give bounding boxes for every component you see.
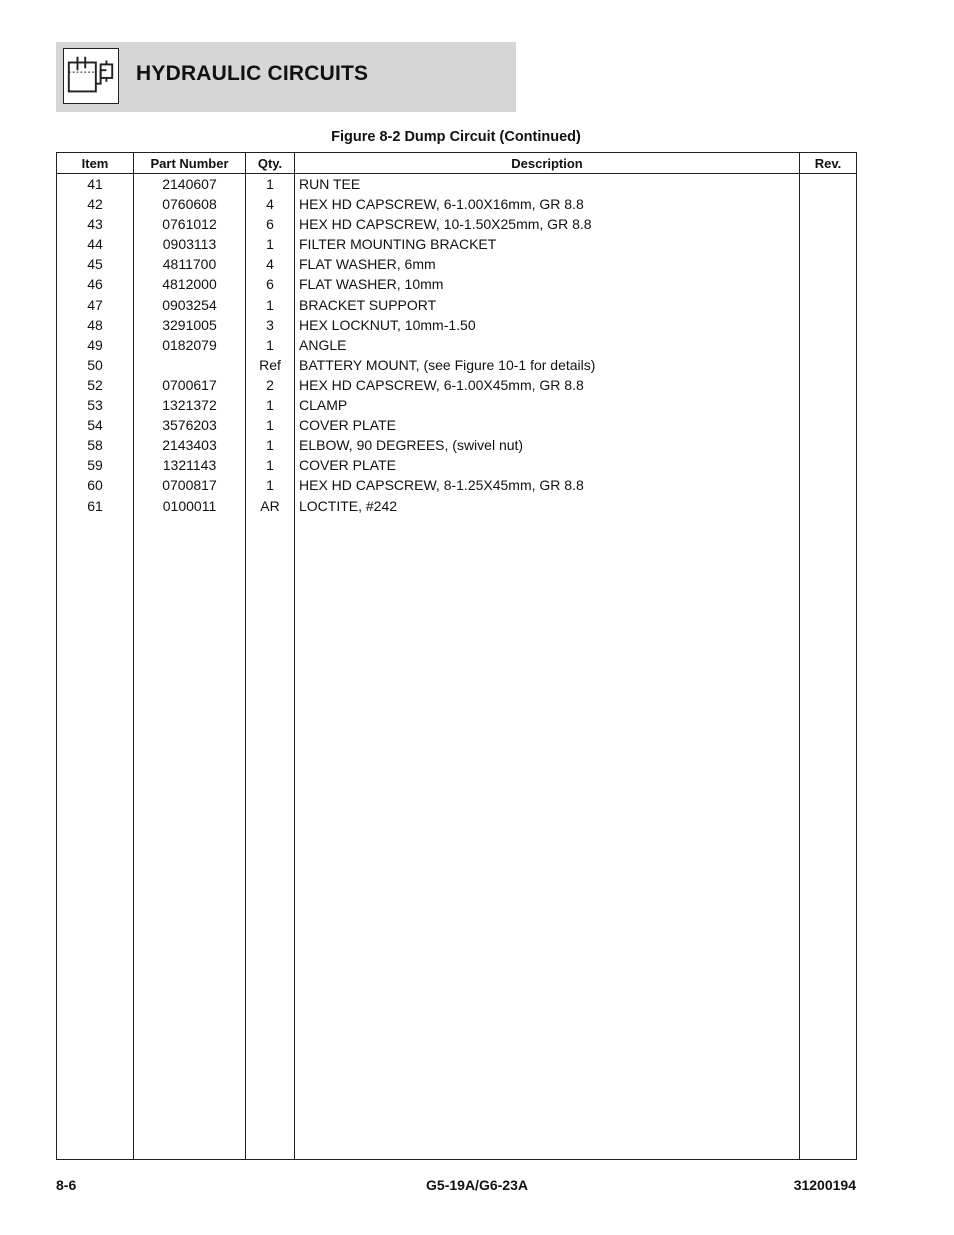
- cell-description: ANGLE: [295, 335, 800, 355]
- cell-description: RUN TEE: [295, 174, 800, 195]
- cell-part-number: 0903113: [134, 234, 246, 254]
- table-row: [57, 355, 857, 375]
- cell-rev: [800, 355, 857, 375]
- cell-item: 53: [57, 395, 134, 415]
- cell-item: 60: [57, 475, 134, 495]
- cell-item: 43: [57, 214, 134, 234]
- cell-item: 48: [57, 315, 134, 335]
- cell-rev: [800, 375, 857, 395]
- empty-cell: [800, 516, 857, 1160]
- cell-part-number: 0700617: [134, 375, 246, 395]
- cell-qty: 1: [246, 395, 295, 415]
- table-row: [57, 214, 857, 234]
- cell-item: 50: [57, 355, 134, 375]
- cell-rev: [800, 455, 857, 475]
- cell-rev: [800, 435, 857, 455]
- cell-qty: 1: [246, 335, 295, 355]
- cell-rev: [800, 496, 857, 516]
- cell-item: 44: [57, 234, 134, 254]
- model-number: G5-19A/G6-23A: [426, 1177, 528, 1193]
- cell-description: HEX LOCKNUT, 10mm-1.50: [295, 315, 800, 335]
- cell-part-number: 2140607: [134, 174, 246, 195]
- cell-qty: AR: [246, 496, 295, 516]
- cell-qty: 4: [246, 194, 295, 214]
- cell-part-number: 3291005: [134, 315, 246, 335]
- cell-qty: 6: [246, 274, 295, 294]
- cell-part-number: 1321372: [134, 395, 246, 415]
- cell-part-number: 4811700: [134, 254, 246, 274]
- page-number: 8-6: [56, 1177, 77, 1193]
- cell-item: 46: [57, 274, 134, 294]
- cell-item: 49: [57, 335, 134, 355]
- cell-part-number: 4812000: [134, 274, 246, 294]
- cell-rev: [800, 335, 857, 355]
- cell-description: HEX HD CAPSCREW, 6-1.00X45mm, GR 8.8: [295, 375, 800, 395]
- cell-qty: 1: [246, 415, 295, 435]
- cell-part-number: 0100011: [134, 496, 246, 516]
- cell-qty: 3: [246, 315, 295, 335]
- cell-description: FILTER MOUNTING BRACKET: [295, 234, 800, 254]
- table-row: [57, 295, 857, 315]
- table-row: [57, 315, 857, 335]
- cell-qty: 1: [246, 475, 295, 495]
- cell-description: COVER PLATE: [295, 455, 800, 475]
- table-body: [57, 174, 857, 1160]
- table-header-row: [57, 153, 857, 174]
- table-row: [57, 375, 857, 395]
- column-header-description: Description: [295, 153, 800, 174]
- cell-rev: [800, 315, 857, 335]
- cell-item: 61: [57, 496, 134, 516]
- document-number: 31200194: [793, 1177, 856, 1193]
- table-row: [57, 415, 857, 435]
- table-row: [57, 335, 857, 355]
- column-header-qty: Qty.: [246, 153, 295, 174]
- cell-part-number: 1321143: [134, 455, 246, 475]
- cell-rev: [800, 234, 857, 254]
- cell-rev: [800, 274, 857, 294]
- cell-rev: [800, 415, 857, 435]
- column-header-part-number: Part Number: [134, 153, 246, 174]
- cell-description: COVER PLATE: [295, 415, 800, 435]
- cell-item: 52: [57, 375, 134, 395]
- table-row: [57, 234, 857, 254]
- column-header-rev: Rev.: [800, 153, 857, 174]
- cell-rev: [800, 194, 857, 214]
- cell-description: BRACKET SUPPORT: [295, 295, 800, 315]
- cell-qty: 1: [246, 295, 295, 315]
- cell-description: FLAT WASHER, 10mm: [295, 274, 800, 294]
- cell-qty: 2: [246, 375, 295, 395]
- cell-description: ELBOW, 90 DEGREES, (swivel nut): [295, 435, 800, 455]
- cell-item: 47: [57, 295, 134, 315]
- cell-part-number: 0761012: [134, 214, 246, 234]
- table-row: [57, 435, 857, 455]
- cell-rev: [800, 214, 857, 234]
- cell-description: BATTERY MOUNT, (see Figure 10-1 for details): [295, 355, 800, 375]
- table-row: [57, 174, 857, 195]
- table-row: [57, 194, 857, 214]
- cell-rev: [800, 295, 857, 315]
- column-header-item: Item: [57, 153, 134, 174]
- cell-part-number: 3576203: [134, 415, 246, 435]
- cell-item: 41: [57, 174, 134, 195]
- cell-qty: 1: [246, 174, 295, 195]
- cell-rev: [800, 174, 857, 195]
- cell-description: CLAMP: [295, 395, 800, 415]
- cell-item: 42: [57, 194, 134, 214]
- cell-qty: 1: [246, 435, 295, 455]
- cell-qty: Ref: [246, 355, 295, 375]
- cell-qty: 1: [246, 234, 295, 254]
- hydraulic-reservoir-icon: [63, 48, 119, 104]
- cell-part-number: 0903254: [134, 295, 246, 315]
- empty-cell: [295, 516, 800, 1160]
- table-row: [57, 455, 857, 475]
- cell-part-number: 0182079: [134, 335, 246, 355]
- cell-item: 59: [57, 455, 134, 475]
- cell-description: HEX HD CAPSCREW, 6-1.00X16mm, GR 8.8: [295, 194, 800, 214]
- table-filler-row: [57, 516, 857, 1160]
- figure-caption: Figure 8-2 Dump Circuit (Continued): [331, 129, 581, 145]
- cell-description: LOCTITE, #242: [295, 496, 800, 516]
- empty-cell: [134, 516, 246, 1160]
- cell-item: 45: [57, 254, 134, 274]
- cell-part-number: [134, 355, 246, 375]
- cell-part-number: 0760608: [134, 194, 246, 214]
- cell-item: 54: [57, 415, 134, 435]
- section-title: HYDRAULIC CIRCUITS: [136, 62, 369, 85]
- cell-part-number: 0700817: [134, 475, 246, 495]
- cell-qty: 6: [246, 214, 295, 234]
- table-row: [57, 254, 857, 274]
- cell-qty: 4: [246, 254, 295, 274]
- cell-description: HEX HD CAPSCREW, 10-1.50X25mm, GR 8.8: [295, 214, 800, 234]
- cell-rev: [800, 254, 857, 274]
- cell-qty: 1: [246, 455, 295, 475]
- table-row: [57, 475, 857, 495]
- cell-description: HEX HD CAPSCREW, 8-1.25X45mm, GR 8.8: [295, 475, 800, 495]
- table-row: [57, 496, 857, 516]
- table-row: [57, 274, 857, 294]
- table-row: [57, 395, 857, 415]
- cell-part-number: 2143403: [134, 435, 246, 455]
- cell-description: FLAT WASHER, 6mm: [295, 254, 800, 274]
- parts-table: [56, 152, 857, 1160]
- empty-cell: [246, 516, 295, 1160]
- cell-item: 58: [57, 435, 134, 455]
- cell-rev: [800, 395, 857, 415]
- cell-rev: [800, 475, 857, 495]
- empty-cell: [57, 516, 134, 1160]
